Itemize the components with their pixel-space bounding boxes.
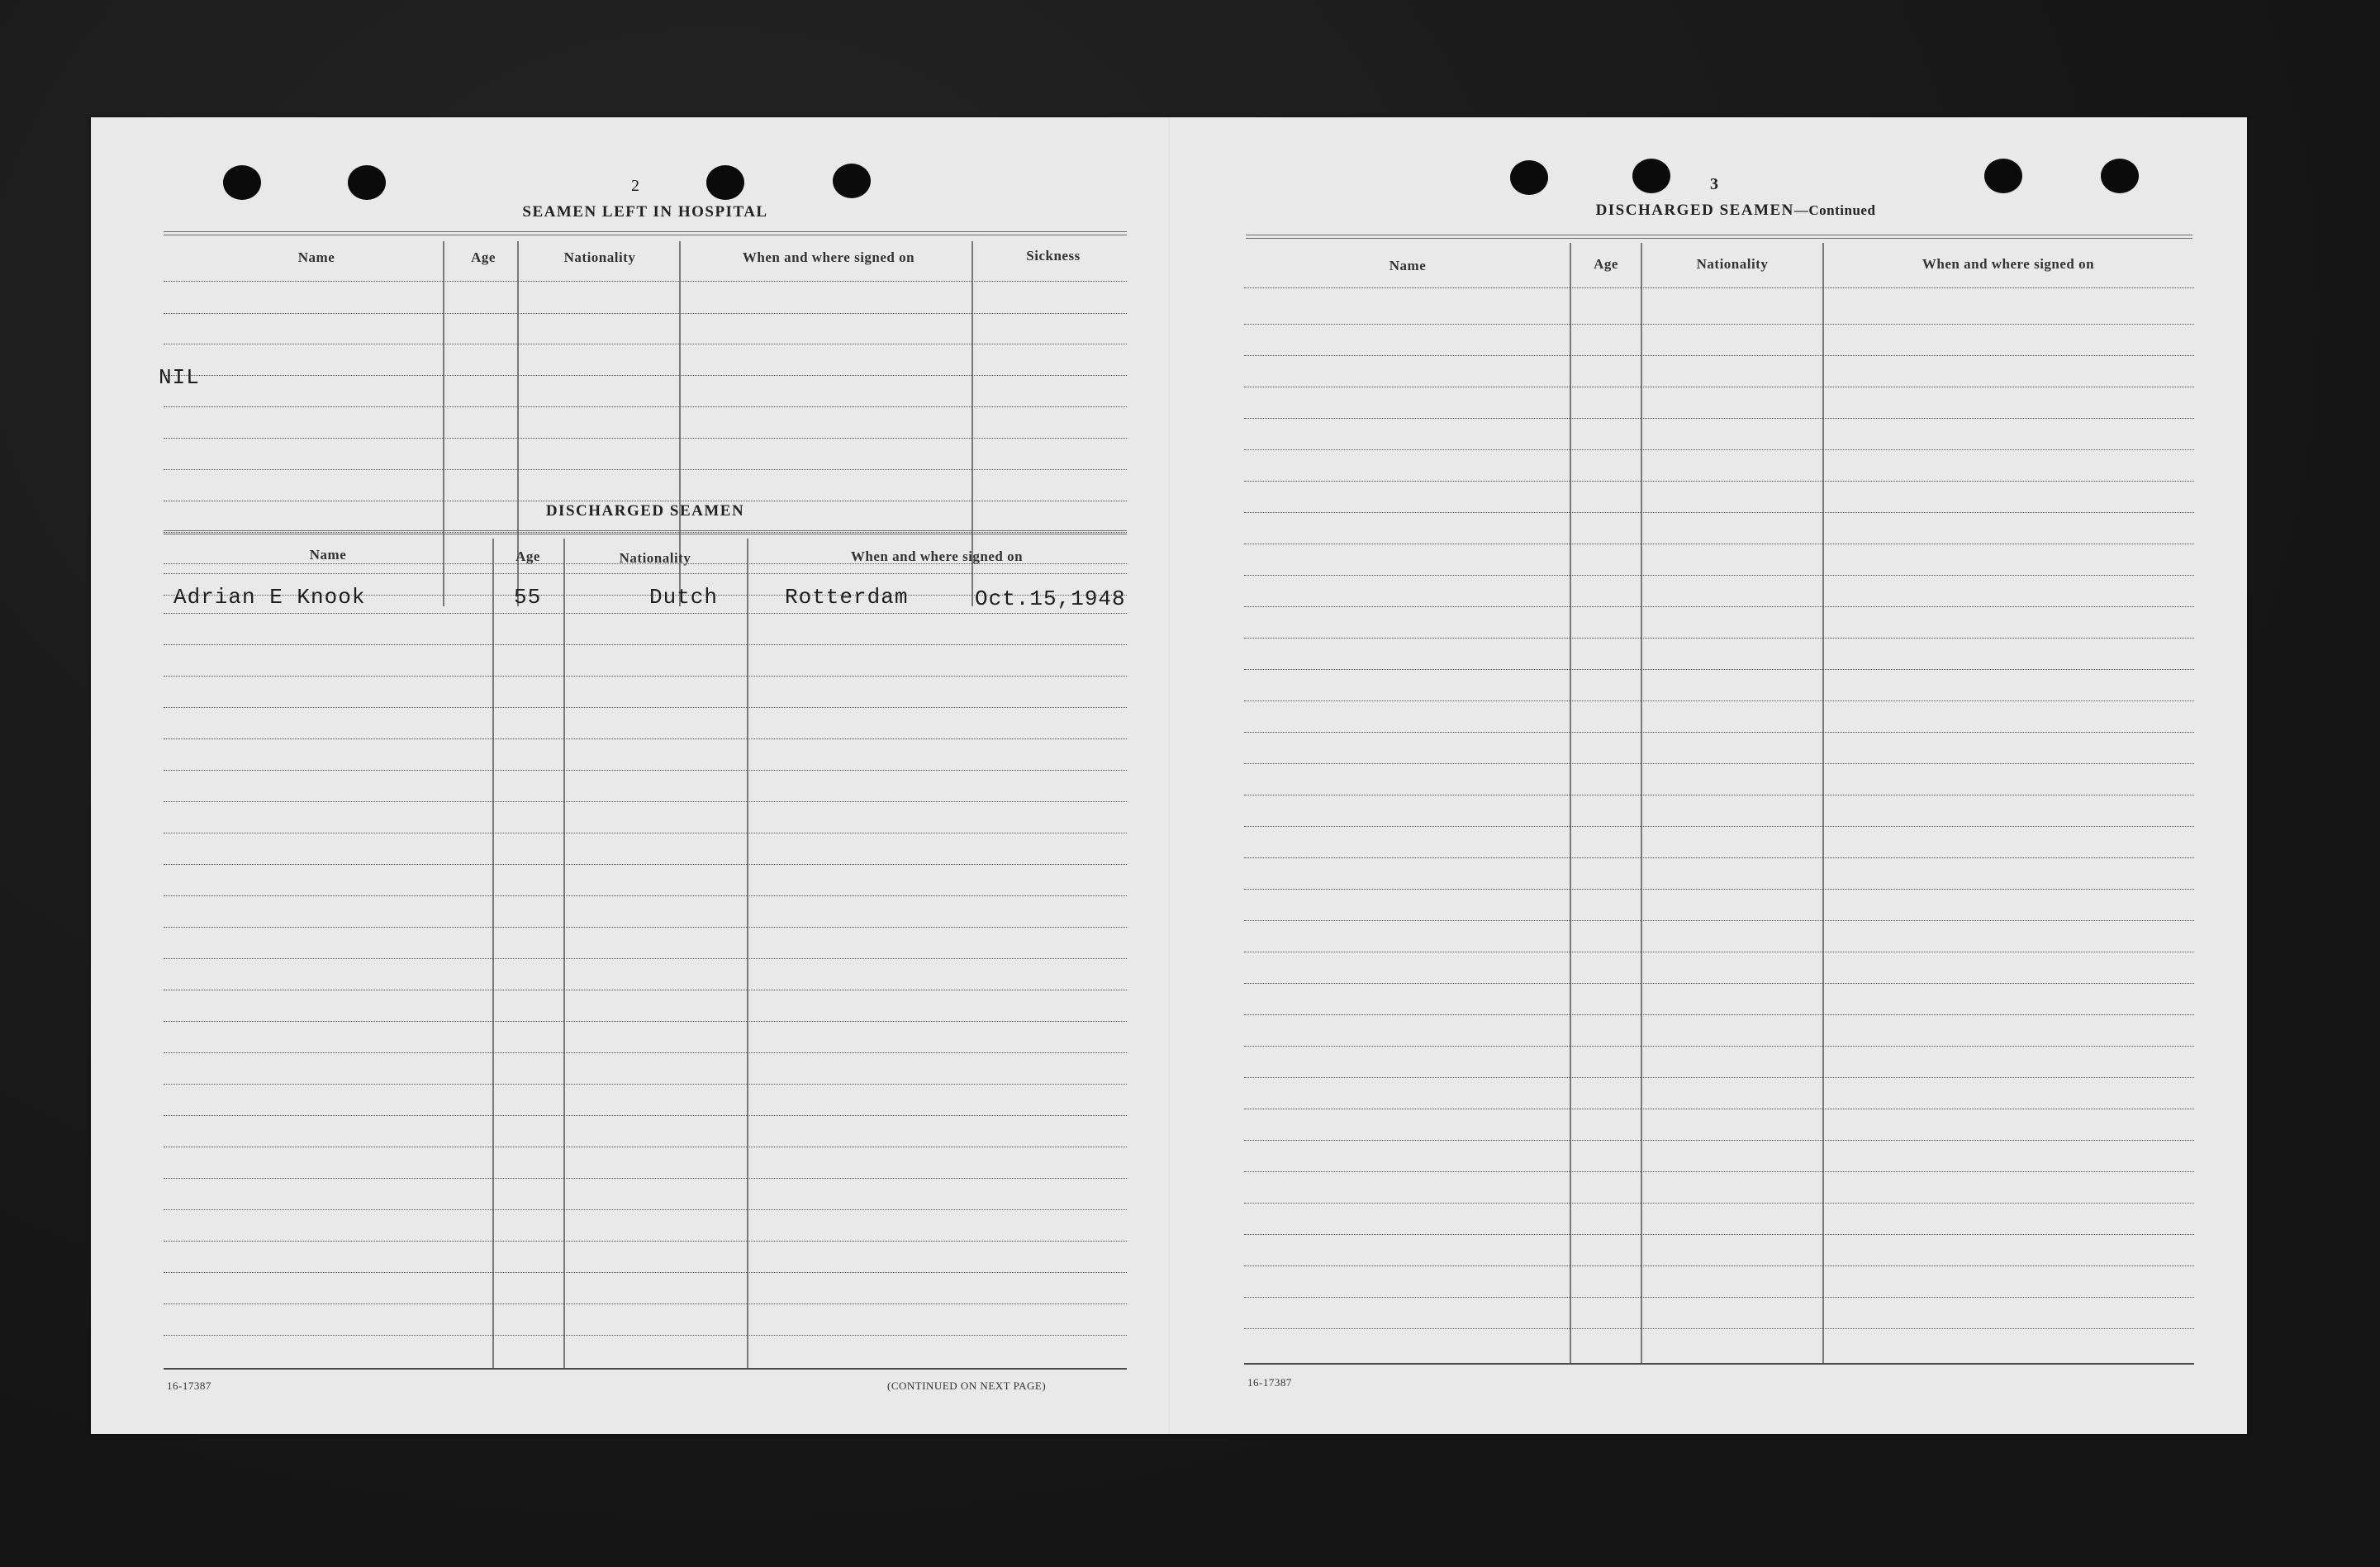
- hospital-col-sickness: Sickness: [1026, 248, 1081, 264]
- right-title-text: DISCHARGED SEAMEN: [1595, 202, 1794, 219]
- seaman-nationality: Dutch: [649, 585, 719, 610]
- hospital-col-signed-on: When and where signed on: [742, 249, 915, 265]
- hospital-col-age: Age: [471, 249, 496, 265]
- discharged-section-title: DISCHARGED SEAMEN: [545, 502, 745, 520]
- discharged-row-lines: [164, 117, 1127, 1373]
- hospital-section-title: SEAMEN LEFT IN HOSPITAL: [522, 203, 768, 221]
- discharged-col-signed-on: When and where signed on: [850, 548, 1024, 564]
- right-col-name: Name: [1389, 258, 1427, 273]
- right-row-lines: [1244, 117, 2194, 1373]
- right-col-nationality: Nationality: [1696, 256, 1769, 272]
- right-page-number: 3: [1710, 175, 1719, 193]
- right-form-number: 16-17387: [1247, 1376, 1292, 1389]
- hospital-entry-nil: NIL: [159, 365, 200, 390]
- page-fold: [1169, 117, 1170, 1434]
- discharged-col-nationality: Nationality: [619, 550, 691, 566]
- discharged-col-name: Name: [309, 547, 347, 563]
- register-sheet: [91, 117, 2247, 1434]
- left-form-number: 16-17387: [167, 1379, 211, 1392]
- discharged-col-age: Age: [515, 548, 540, 564]
- seaman-age: 55: [514, 585, 542, 610]
- hospital-col-name: Name: [297, 249, 335, 265]
- right-col-age: Age: [1594, 256, 1618, 272]
- discharged-bottom-rule: [164, 1368, 1127, 1370]
- right-col-signed-on: When and where signed on: [1922, 256, 2095, 272]
- continued-note: (CONTINUED ON NEXT PAGE): [887, 1379, 1047, 1392]
- left-page-number: 2: [631, 177, 640, 195]
- seaman-signed-on-place: Rotterdam: [785, 585, 909, 610]
- seaman-name: Adrian E Knook: [173, 585, 366, 610]
- hospital-col-nationality: Nationality: [563, 249, 636, 265]
- right-title-suffix: —Continued: [1793, 202, 1876, 218]
- right-bottom-rule: [1244, 1363, 2194, 1365]
- seaman-signed-on-date: Oct.15,1948: [975, 586, 1126, 611]
